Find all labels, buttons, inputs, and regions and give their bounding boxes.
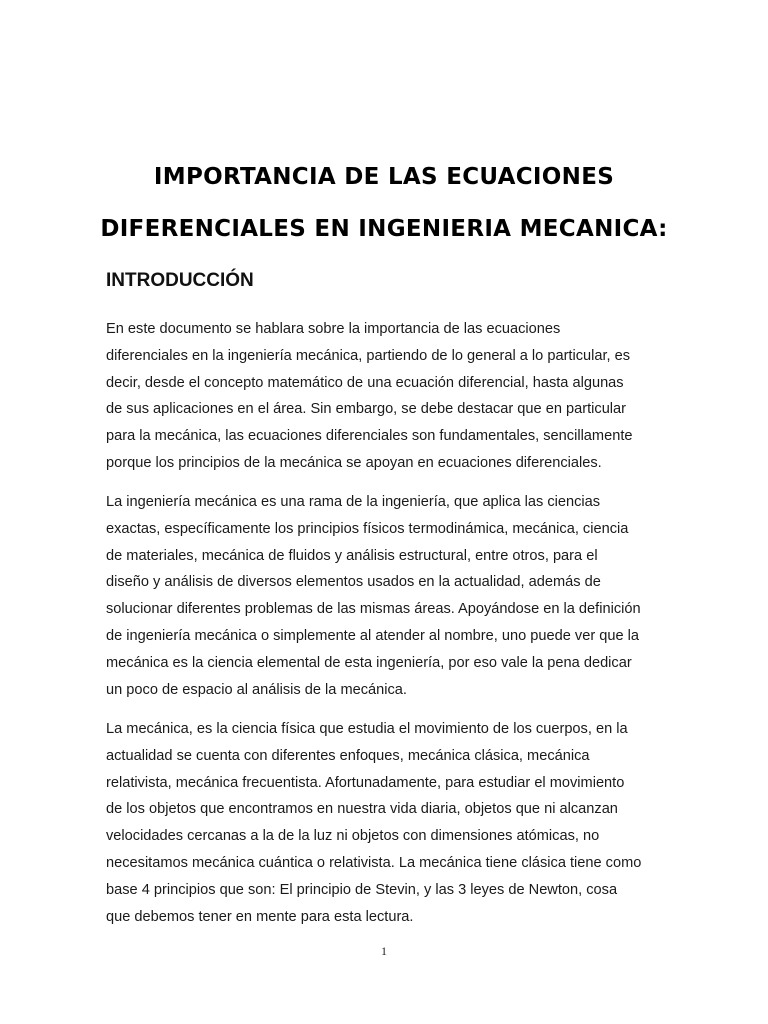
document-title-line-1: IMPORTANCIA DE LAS ECUACIONES bbox=[153, 164, 615, 190]
text-line: La mecánica, es la ciencia física que estudia el movimiento de los cuerpos, en la bbox=[106, 721, 628, 737]
text-line: mecánica es la ciencia elemental de esta ingeniería, por eso vale la pena dedicar bbox=[106, 654, 632, 671]
text-line: de materiales, mecánica de fluidos y análisis estructural, entre otros, para el bbox=[106, 547, 598, 564]
document-title-line-2: DIFERENCIALES EN INGENIERIA MECANICA: bbox=[100, 216, 668, 242]
paragraph-1 bbox=[106, 316, 666, 477]
text-line: La ingeniería mecánica es una rama de la ingeniería, que aplica las ciencias bbox=[106, 494, 601, 510]
text-line: base 4 principios que son: El principio de Stevin, y las 3 leyes de Newton, cosa bbox=[106, 881, 618, 898]
text-line: relativista, mecánica frecuentista. Afortunadamente, para estudiar el movimiento bbox=[106, 774, 625, 791]
text-line: de los objetos que encontramos en nuestra vida diaria, objetos que ni alcanzan bbox=[106, 801, 618, 818]
text-line: de ingeniería mecánica o simplemente al atender al nombre, uno puede ver que la bbox=[106, 627, 640, 644]
text-line: En este documento se hablara sobre la importancia de las ecuaciones bbox=[106, 321, 561, 337]
text-line: actualidad se cuenta con diferentes enfoques, mecánica clásica, mecánica bbox=[106, 747, 590, 764]
paragraph-3 bbox=[106, 716, 666, 930]
paragraph-2 bbox=[106, 489, 666, 703]
text-line: velocidades cercanas a la de la luz ni objetos con dimensiones atómicas, no bbox=[106, 828, 600, 845]
text-line: solucionar diferentes problemas de las mismas áreas. Apoyándose en la definición bbox=[106, 601, 641, 618]
text-line: porque los principios de la mecánica se apoyan en ecuaciones diferenciales. bbox=[106, 454, 602, 471]
page-number: 1 bbox=[381, 944, 387, 958]
text-line: un poco de espacio al análisis de la mecánica. bbox=[106, 681, 407, 698]
text-line: decir, desde el concepto matemático de una ecuación diferencial, hasta algunas bbox=[106, 374, 624, 391]
text-line: que debemos tener en mente para esta lectura. bbox=[106, 908, 414, 925]
text-line: de sus aplicaciones en el área. Sin embargo, se debe destacar que en particular bbox=[106, 401, 627, 418]
text-line: exactas, específicamente los principios físicos termodinámica, mecánica, ciencia bbox=[106, 520, 629, 537]
text-line: diseño y análisis de diversos elementos usados en la actualidad, además de bbox=[106, 574, 601, 591]
text-line: necesitamos mecánica cuántica o relativista. La mecánica tiene clásica tiene como bbox=[106, 854, 642, 871]
section-heading: INTRODUCCIÓN bbox=[106, 270, 254, 291]
text-line: diferenciales en la ingeniería mecánica, partiendo de lo general a lo particular, es bbox=[106, 347, 631, 364]
text-line: para la mecánica, las ecuaciones diferenciales son fundamentales, sencillamente bbox=[106, 428, 633, 445]
